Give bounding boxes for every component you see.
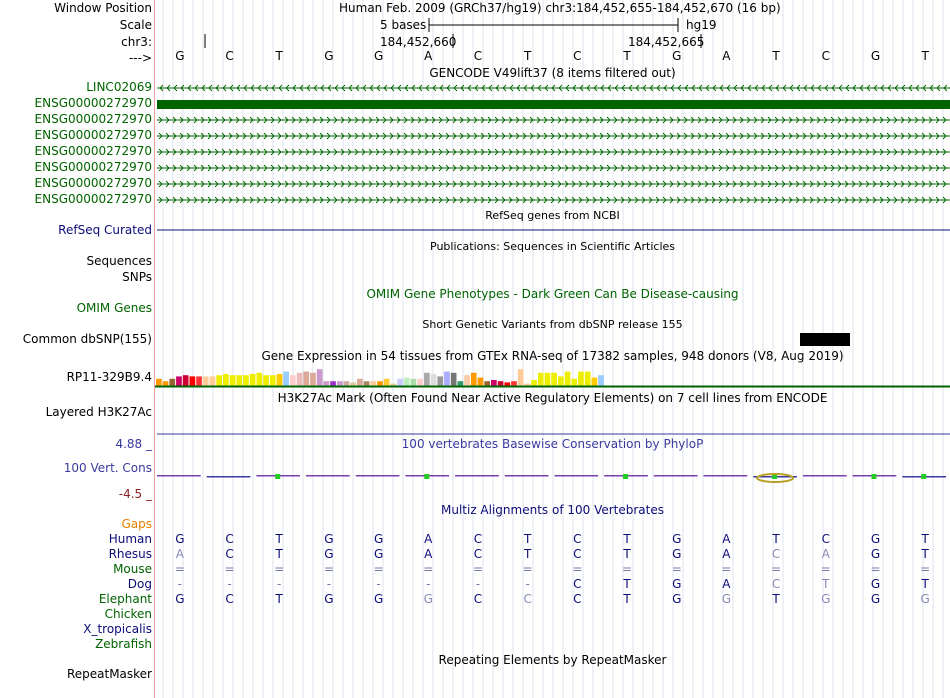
omim-genes-label[interactable]: OMIM Genes bbox=[76, 301, 152, 315]
alignment-base: = bbox=[423, 562, 434, 576]
base-letter: T bbox=[275, 49, 283, 63]
multiz-species-label[interactable]: Zebrafish bbox=[95, 637, 152, 651]
gtex-tissue-bar[interactable] bbox=[491, 380, 497, 386]
alignment-base: = bbox=[323, 562, 334, 576]
alignment-base: A bbox=[722, 577, 731, 591]
alignment-base: G bbox=[870, 577, 881, 591]
gtex-tissue-bar[interactable] bbox=[397, 379, 403, 386]
alignment-base: G bbox=[870, 592, 881, 606]
alignment-base: C bbox=[573, 592, 582, 606]
alignment-base: = bbox=[920, 562, 931, 576]
base-letter: C bbox=[821, 49, 830, 63]
base-letter: A bbox=[722, 49, 731, 63]
alignment-base: A bbox=[722, 547, 731, 561]
scale-label: Scale bbox=[119, 18, 152, 32]
gtex-tissue-bar[interactable] bbox=[478, 378, 484, 386]
base-letter: C bbox=[573, 49, 582, 63]
alignment-base: T bbox=[523, 547, 532, 561]
alignment-base: G bbox=[870, 532, 881, 546]
position-right-label: 184,452,665 bbox=[628, 35, 705, 49]
phylop-value-mark[interactable] bbox=[555, 475, 599, 477]
gtex-tissue-bar[interactable] bbox=[324, 381, 330, 386]
phylop-value-mark[interactable] bbox=[505, 475, 549, 477]
refseq-curated-label[interactable]: RefSeq Curated bbox=[58, 223, 152, 237]
gencode-item-label[interactable]: ENSG00000272970 bbox=[34, 176, 152, 190]
gtex-tissue-bar[interactable] bbox=[297, 373, 303, 386]
gencode-feature[interactable] bbox=[157, 117, 950, 123]
multiz-species-label[interactable]: Chicken bbox=[104, 607, 152, 621]
gtex-tissue-bar[interactable] bbox=[243, 375, 249, 386]
gtex-tissue-bar[interactable] bbox=[558, 376, 564, 386]
gtex-tissue-bar[interactable] bbox=[270, 375, 276, 386]
alignment-base: G bbox=[324, 532, 334, 546]
gtex-tissue-bar[interactable] bbox=[565, 372, 571, 386]
alignment-base: = bbox=[721, 562, 732, 576]
gtex-track-title: Gene Expression in 54 tissues from GTEx RNA-seq of 17382 samples, 948 donors (V8, Aug 2019) bbox=[261, 349, 844, 363]
phylop-value-mark[interactable] bbox=[803, 475, 847, 477]
gtex-tissue-bar[interactable] bbox=[384, 379, 390, 386]
gtex-tissue-bar[interactable] bbox=[551, 373, 557, 386]
gtex-tissue-bar[interactable] bbox=[404, 378, 410, 386]
phylop-conservation-point[interactable] bbox=[275, 474, 280, 479]
gtex-tissue-bar[interactable] bbox=[230, 375, 236, 386]
alignment-base: = bbox=[771, 562, 782, 576]
omim-track-title: OMIM Gene Phenotypes - Dark Green Can Be Disease-causing bbox=[366, 287, 739, 301]
alignment-base: T bbox=[275, 532, 283, 546]
phylop-conservation-point[interactable] bbox=[623, 474, 628, 479]
refseq-feature-line[interactable] bbox=[155, 226, 950, 234]
alignment-base: G bbox=[672, 547, 682, 561]
scale-bases: 5 bases bbox=[380, 18, 427, 32]
base-letter: T bbox=[523, 49, 532, 63]
base-letter: T bbox=[772, 49, 780, 63]
base-letter: T bbox=[623, 49, 631, 63]
gtex-tissue-bar[interactable] bbox=[484, 381, 490, 386]
alignment-base: - bbox=[326, 577, 332, 591]
base-letter: G bbox=[373, 49, 384, 63]
alignment-base: G bbox=[175, 532, 185, 546]
gtex-tissue-bar[interactable] bbox=[531, 380, 537, 386]
assembly-position-text: Human Feb. 2009 (GRCh37/hg19) chr3:184,452,655-184,452,670 (16 bp) bbox=[339, 1, 781, 15]
alignment-base: T bbox=[623, 592, 631, 606]
gtex-tissue-bar[interactable] bbox=[330, 381, 336, 386]
alignment-base: C bbox=[473, 547, 483, 561]
alignment-base: T bbox=[772, 592, 780, 606]
gtex-tissue-bar[interactable] bbox=[163, 381, 169, 386]
alignment-base: - bbox=[277, 577, 282, 591]
gtex-tissue-bar[interactable] bbox=[283, 372, 289, 386]
gtex-tissue-bar[interactable] bbox=[598, 375, 604, 386]
gtex-tissue-bar[interactable] bbox=[156, 379, 162, 386]
gtex-tissue-bar[interactable] bbox=[176, 376, 182, 386]
gtex-tissue-bar[interactable] bbox=[196, 376, 202, 386]
alignment-base: = bbox=[472, 562, 483, 576]
gtex-tissue-bar[interactable] bbox=[538, 373, 544, 386]
base-letter: C bbox=[225, 49, 234, 63]
alignment-base: T bbox=[772, 532, 780, 546]
alignment-base: T bbox=[822, 577, 830, 591]
gtex-tissue-bar[interactable] bbox=[511, 381, 517, 386]
alignment-base: C bbox=[573, 577, 582, 591]
base-letter: C bbox=[473, 49, 483, 63]
gtex-tissue-bar[interactable] bbox=[203, 376, 209, 386]
alignment-base: G bbox=[324, 592, 334, 606]
alignment-base: T bbox=[623, 532, 631, 546]
phylop-conservation-point[interactable] bbox=[424, 474, 429, 479]
gencode-item-label[interactable]: ENSG00000272970 bbox=[34, 160, 152, 174]
alignment-base: G bbox=[373, 547, 384, 561]
base-letter: T bbox=[921, 49, 929, 63]
alignment-base: G bbox=[920, 592, 930, 606]
refseq-track-title: RefSeq genes from NCBI bbox=[485, 209, 620, 222]
alignment-base: = bbox=[174, 562, 185, 576]
alignment-base: G bbox=[870, 547, 881, 561]
alignment-base: A bbox=[175, 547, 184, 561]
gtex-tissue-bar[interactable] bbox=[303, 372, 309, 386]
alignment-base: - bbox=[177, 577, 183, 591]
alignment-base: = bbox=[820, 562, 831, 576]
alignment-base: = bbox=[224, 562, 235, 576]
phylop-conservation-point[interactable] bbox=[921, 474, 926, 479]
alignment-base: = bbox=[671, 562, 682, 576]
gtex-expression-bars[interactable] bbox=[155, 362, 950, 388]
multiz-species-label[interactable]: Dog bbox=[127, 577, 152, 591]
phylop-value-mark[interactable] bbox=[654, 475, 698, 477]
gencode-item-label[interactable]: ENSG00000272970 bbox=[34, 192, 152, 206]
gtex-tissue-bar[interactable] bbox=[290, 375, 296, 386]
alignment-base: = bbox=[870, 562, 881, 576]
gtex-tissue-bar[interactable] bbox=[431, 374, 437, 386]
gtex-tissue-bar[interactable] bbox=[223, 374, 229, 386]
multiz-species-label[interactable]: Rhesus bbox=[108, 547, 152, 561]
alignment-base: C bbox=[573, 547, 582, 561]
gaps-label[interactable]: Gaps bbox=[121, 517, 152, 531]
phylop-value-mark[interactable] bbox=[207, 476, 251, 478]
h3k27ac-track-title: H3K27Ac Mark (Often Found Near Active Regulatory Elements) on 7 cell lines from ENCODE bbox=[277, 391, 828, 405]
position-ticks bbox=[155, 33, 950, 49]
alignment-base: C bbox=[771, 577, 781, 591]
gencode-feature[interactable] bbox=[157, 149, 950, 155]
gencode-item-label[interactable]: LINC02069 bbox=[86, 80, 152, 94]
alignment-base: G bbox=[672, 532, 682, 546]
multiz-species-label[interactable]: X_tropicalis bbox=[83, 622, 152, 636]
gtex-tissue-bar[interactable] bbox=[585, 372, 591, 386]
alignment-base: G bbox=[672, 577, 682, 591]
alignment-base: A bbox=[424, 532, 433, 546]
alignment-base: A bbox=[424, 547, 433, 561]
gtex-tissue-bar[interactable] bbox=[183, 375, 189, 386]
gtex-tissue-bar[interactable] bbox=[545, 373, 551, 386]
dbsnp-variant[interactable] bbox=[800, 333, 850, 346]
gencode-feature[interactable] bbox=[157, 85, 950, 91]
gtex-tissue-bar[interactable] bbox=[216, 375, 222, 386]
alignment-base: - bbox=[525, 577, 530, 591]
phylop-track-title: 100 vertebrates Basewise Conservation by PhyloP bbox=[401, 437, 704, 451]
gtex-tissue-bar[interactable] bbox=[236, 375, 242, 386]
publications-track-title: Publications: Sequences in Scientific Articles bbox=[430, 240, 675, 253]
gtex-tissue-bar[interactable] bbox=[458, 381, 464, 386]
gtex-tissue-bar[interactable] bbox=[571, 379, 577, 386]
snps-label[interactable]: SNPs bbox=[122, 270, 152, 284]
alignment-base: C bbox=[225, 592, 234, 606]
alignment-base: T bbox=[623, 547, 631, 561]
gencode-feature[interactable] bbox=[157, 181, 950, 187]
gencode-feature[interactable] bbox=[157, 100, 950, 109]
alignment-base: C bbox=[473, 532, 483, 546]
gencode-feature[interactable] bbox=[157, 133, 950, 139]
alignment-base: C bbox=[225, 532, 234, 546]
alignment-base: = bbox=[622, 562, 633, 576]
gtex-tissue-bar[interactable] bbox=[498, 381, 504, 386]
alignment-base: = bbox=[274, 562, 285, 576]
phylop-label[interactable]: 100 Vert. Cons bbox=[63, 461, 152, 475]
gtex-tissue-bar[interactable] bbox=[344, 381, 350, 386]
alignment-base: T bbox=[523, 532, 532, 546]
multiz-species-label[interactable]: Elephant bbox=[98, 592, 152, 606]
alignment-base: G bbox=[821, 592, 831, 606]
gtex-tissue-bar[interactable] bbox=[190, 376, 196, 386]
alignment-base: C bbox=[225, 547, 234, 561]
phylop-value-mark[interactable] bbox=[306, 475, 350, 477]
gtex-tissue-bar[interactable] bbox=[518, 369, 524, 386]
chrom-label: chr3: bbox=[121, 35, 152, 49]
scale-bar bbox=[428, 16, 683, 34]
gencode-item-label[interactable]: ENSG00000272970 bbox=[34, 144, 152, 158]
alignment-base: T bbox=[921, 547, 929, 561]
phylop-max-label: 4.88 _ bbox=[115, 437, 152, 451]
multiz-track-title: Multiz Alignments of 100 Vertebrates bbox=[440, 503, 665, 517]
gtex-gene-label[interactable]: RP11-329B9.4 bbox=[66, 370, 152, 384]
alignment-base: - bbox=[426, 577, 431, 591]
gtex-tissue-bar[interactable] bbox=[444, 372, 450, 386]
gtex-tissue-bar[interactable] bbox=[257, 373, 263, 386]
gtex-tissue-bar[interactable] bbox=[210, 376, 216, 386]
multiz-species-label[interactable]: Mouse bbox=[113, 562, 152, 576]
gencode-feature[interactable] bbox=[157, 197, 950, 203]
alignment-base: A bbox=[722, 532, 731, 546]
phylop-value-mark[interactable] bbox=[356, 475, 400, 477]
h3k27ac-label[interactable]: Layered H3K27Ac bbox=[45, 405, 152, 419]
base-letter: G bbox=[870, 49, 881, 63]
alignment-base: C bbox=[771, 547, 781, 561]
dbsnp-label[interactable]: Common dbSNP(155) bbox=[22, 332, 152, 346]
alignment-base: T bbox=[921, 532, 929, 546]
gencode-item-label[interactable]: ENSG00000272970 bbox=[34, 112, 152, 126]
gtex-tissue-bar[interactable] bbox=[471, 373, 477, 386]
gencode-item-label[interactable]: ENSG00000272970 bbox=[34, 128, 152, 142]
gencode-features[interactable] bbox=[155, 80, 950, 208]
base-letter: G bbox=[672, 49, 682, 63]
phylop-min-label: -4.5 _ bbox=[118, 487, 152, 501]
phylop-wiggle[interactable] bbox=[155, 452, 950, 500]
sequences-label[interactable]: Sequences bbox=[86, 254, 152, 268]
gtex-tissue-bar[interactable] bbox=[364, 381, 370, 386]
alignment-base: = bbox=[572, 562, 583, 576]
alignment-base: C bbox=[523, 592, 532, 606]
multiz-species-label[interactable]: Human bbox=[108, 532, 152, 546]
gtex-tissue-bar[interactable] bbox=[592, 378, 598, 386]
gtex-tissue-bar[interactable] bbox=[263, 375, 269, 386]
alignment-base: T bbox=[921, 577, 929, 591]
phylop-conservation-point[interactable] bbox=[871, 474, 876, 479]
alignment-base: G bbox=[672, 592, 682, 606]
base-letter: G bbox=[175, 49, 185, 63]
base-letter: A bbox=[424, 49, 433, 63]
gtex-tissue-bar[interactable] bbox=[337, 381, 343, 386]
scale-assembly: hg19 bbox=[686, 18, 717, 32]
phylop-value-mark[interactable] bbox=[455, 475, 499, 477]
gtex-tissue-bar[interactable] bbox=[417, 379, 423, 386]
strand-label: ---> bbox=[128, 51, 152, 65]
alignment-base: G bbox=[373, 592, 384, 606]
alignment-base: G bbox=[324, 547, 334, 561]
gtex-tissue-bar[interactable] bbox=[277, 374, 283, 386]
alignment-base: C bbox=[821, 532, 830, 546]
alignment-base: G bbox=[373, 532, 384, 546]
gtex-tissue-bar[interactable] bbox=[350, 382, 356, 386]
alignment-base: - bbox=[376, 577, 381, 591]
alignment-base: - bbox=[227, 577, 232, 591]
alignment-base: T bbox=[275, 547, 283, 561]
gtex-tissue-bar[interactable] bbox=[357, 379, 363, 386]
gtex-tissue-bar[interactable] bbox=[169, 379, 175, 386]
alignment-base: G bbox=[175, 592, 185, 606]
gencode-track-title: GENCODE V49lift37 (8 items filtered out) bbox=[429, 66, 676, 80]
phylop-value-mark[interactable] bbox=[704, 475, 748, 477]
gtex-tissue-bar[interactable] bbox=[317, 369, 323, 386]
gtex-tissue-bar[interactable] bbox=[250, 374, 256, 386]
gtex-tissue-bar[interactable] bbox=[437, 376, 443, 386]
gtex-tissue-bar[interactable] bbox=[578, 372, 584, 386]
gencode-item-label[interactable]: ENSG00000272970 bbox=[34, 96, 152, 110]
window-position-label: Window Position bbox=[54, 1, 152, 15]
alignment-base: A bbox=[821, 547, 830, 561]
repeatmasker-label[interactable]: RepeatMasker bbox=[66, 667, 152, 681]
alignment-base: - bbox=[475, 577, 481, 591]
gtex-tissue-bar[interactable] bbox=[377, 381, 383, 386]
gtex-tissue-bar[interactable] bbox=[504, 382, 510, 386]
position-left-label: 184,452,660 bbox=[380, 35, 457, 49]
gtex-tissue-bar[interactable] bbox=[370, 381, 376, 386]
alignment-base: G bbox=[721, 592, 732, 606]
alignment-base: T bbox=[623, 577, 631, 591]
phylop-value-mark[interactable] bbox=[157, 475, 201, 477]
base-letter: G bbox=[324, 49, 334, 63]
gtex-tissue-bar[interactable] bbox=[451, 373, 457, 386]
gtex-tissue-bar[interactable] bbox=[310, 373, 316, 386]
dbsnp-track-title: Short Genetic Variants from dbSNP release 155 bbox=[422, 318, 683, 331]
alignment-base: = bbox=[522, 562, 533, 576]
repeatmasker-track-title: Repeating Elements by RepeatMasker bbox=[438, 653, 667, 667]
alignment-base: C bbox=[573, 532, 582, 546]
gtex-tissue-bar[interactable] bbox=[464, 375, 470, 386]
alignment-base: T bbox=[275, 592, 283, 606]
gtex-tissue-bar[interactable] bbox=[424, 373, 430, 386]
gencode-feature[interactable] bbox=[157, 165, 950, 171]
alignment-base: = bbox=[373, 562, 384, 576]
gtex-tissue-bar[interactable] bbox=[411, 379, 417, 386]
alignment-base: C bbox=[473, 592, 483, 606]
alignment-base: G bbox=[423, 592, 433, 606]
